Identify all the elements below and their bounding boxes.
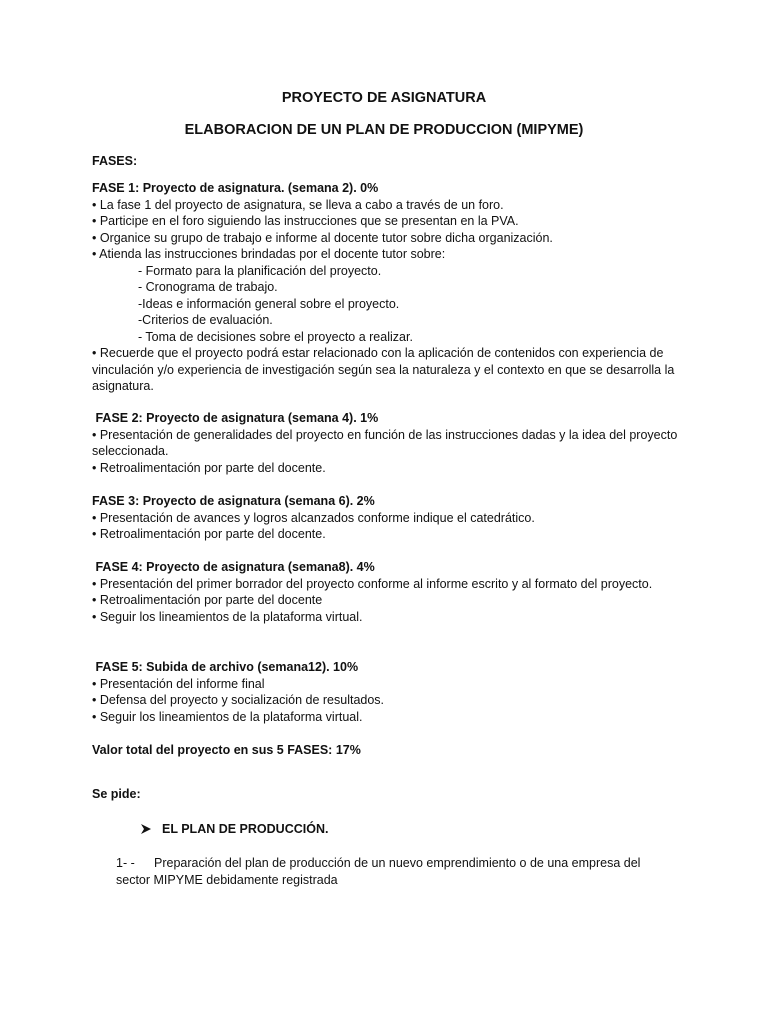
fase-1-note: • Recuerde que el proyecto podrá estar relacionado con la aplicación de contenidos con experiencia de vinculación y/o experiencia de investigación según sea la naturaleza y el contexto en que se desarrolla la asignatura. — [92, 346, 675, 393]
fase-1-item: • Participe en el foro siguiendo las instrucciones que se presentan en la PVA. — [92, 214, 519, 228]
fase-1-heading: FASE 1: Proyecto de asignatura. (semana 2). 0% — [92, 181, 379, 195]
fase-1-item: • Atienda las instrucciones brindadas por el docente tutor sobre: — [92, 247, 446, 261]
fase-5-item: • Defensa del proyecto y socialización de resultados. — [92, 693, 385, 707]
total-value: Valor total del proyecto en sus 5 FASES: 17% — [92, 743, 361, 757]
fase-3-item: • Presentación de avances y logros alcanzados conforme indique el catedrático. — [92, 510, 535, 525]
arrow-bullet-icon — [140, 823, 152, 835]
item-number: 1- - — [116, 856, 135, 870]
se-pide-label: Se pide: — [92, 787, 141, 801]
item-text: Preparación del plan de producción de un nuevo emprendimiento o de una empresa del sector MIPYME debidamente registrada — [116, 856, 641, 887]
fases-label: FASES: — [92, 154, 138, 168]
fase-1-section — [92, 180, 682, 395]
fase-5-item: • Seguir los lineamientos de la plataforma virtual. — [92, 709, 363, 724]
fase-1-subitem: -Ideas e información general sobre el proyecto. — [138, 296, 400, 311]
fase-5-section — [92, 659, 682, 725]
fase-1-item: • Organice su grupo de trabajo e informe al docente tutor sobre dicha organización. — [92, 230, 553, 245]
fase-4-heading: FASE 4: Proyecto de asignatura (semana8). 4% — [92, 560, 375, 574]
plan-heading-item — [140, 822, 328, 836]
fase-4-section — [92, 559, 682, 625]
fase-1-subitem: - Toma de decisiones sobre el proyecto a realizar. — [138, 329, 413, 344]
document-subtitle: ELABORACION DE UN PLAN DE PRODUCCION (MIPYME) — [184, 122, 584, 138]
fase-1-subitem: - Formato para la planificación del proyecto. — [138, 263, 382, 278]
fase-4-item: • Seguir los lineamientos de la plataforma virtual. — [92, 609, 363, 624]
fase-4-item: • Presentación del primer borrador del proyecto conforme al informe escrito y al formato del proyecto. — [92, 576, 653, 591]
numbered-item-1 — [116, 855, 676, 888]
plan-heading: EL PLAN DE PRODUCCIÓN. — [162, 822, 329, 836]
fase-1-subitem: - Cronograma de trabajo. — [138, 280, 278, 294]
fase-2-item: • Retroalimentación por parte del docente. — [92, 460, 326, 475]
fase-1-item: • La fase 1 del proyecto de asignatura, se lleva a cabo a través de un foro. — [92, 197, 504, 212]
fase-2-section — [92, 410, 682, 476]
fase-5-heading: FASE 5: Subida de archivo (semana12). 10% — [92, 660, 359, 674]
fase-5-item: • Presentación del informe final — [92, 676, 265, 691]
fase-3-section — [92, 493, 682, 543]
document-title: PROYECTO DE ASIGNATURA — [281, 90, 487, 106]
fase-3-heading: FASE 3: Proyecto de asignatura (semana 6). 2% — [92, 494, 375, 508]
fase-2-item: • Presentación de generalidades del proyecto en función de las instrucciones dadas y la idea del proyecto seleccionada. — [92, 427, 678, 458]
fase-3-item: • Retroalimentación por parte del docente. — [92, 527, 326, 541]
fase-4-item: • Retroalimentación por parte del docente — [92, 593, 323, 607]
fase-2-heading: FASE 2: Proyecto de asignatura (semana 4). 1% — [92, 411, 379, 425]
fase-1-subitem: -Criterios de evaluación. — [138, 313, 273, 327]
